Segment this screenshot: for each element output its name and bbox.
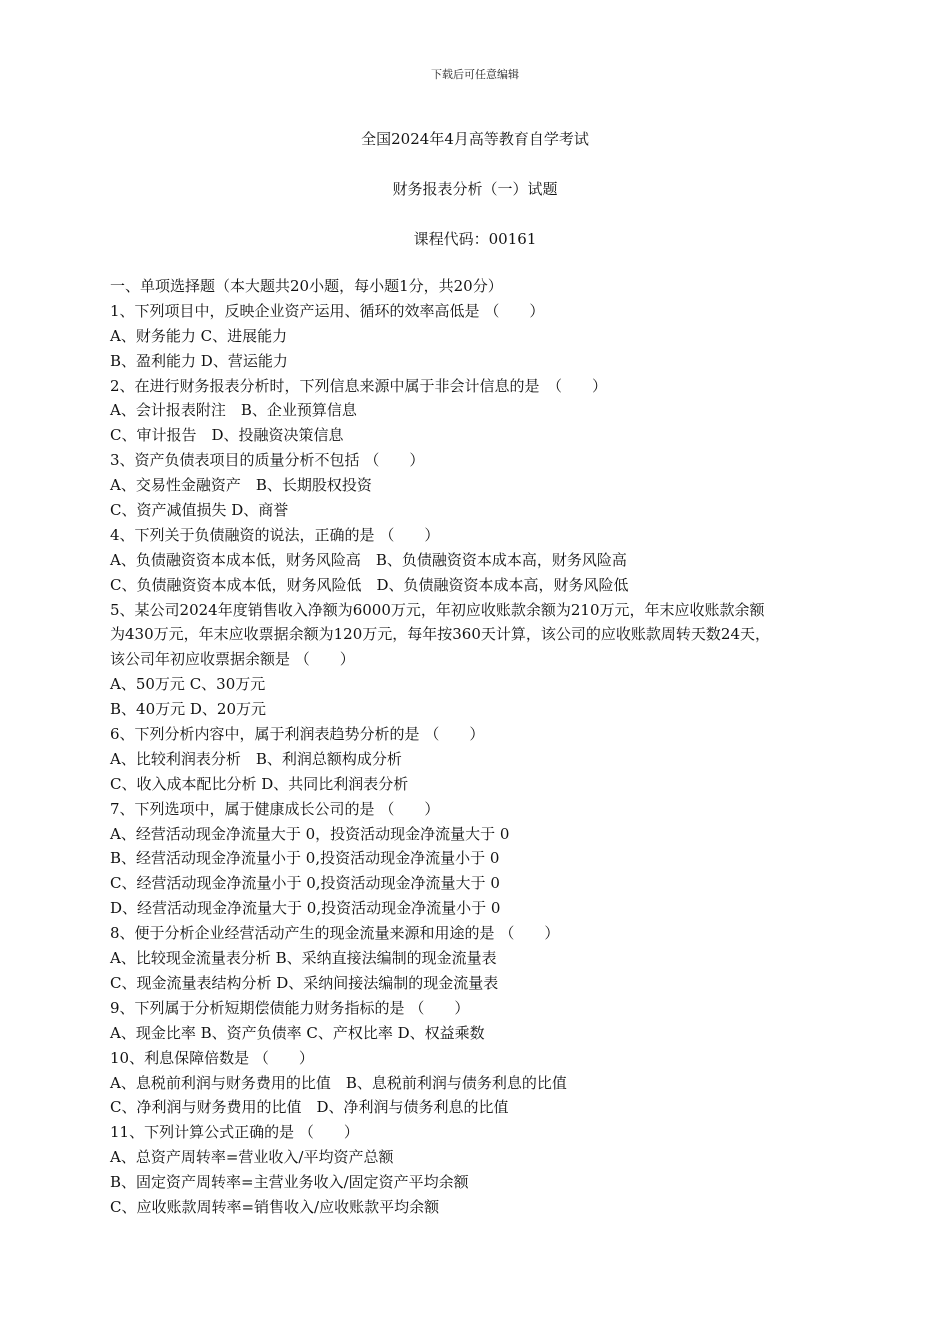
- text-line: A、息税前利润与财务费用的比值 B、息税前利润与债务利息的比值: [110, 1073, 567, 1092]
- text-line: A、现金比率 B、资产负债率 C、产权比率 D、权益乘数: [110, 1023, 485, 1042]
- text-line: A、比较利润表分析 B、利润总额构成分析: [110, 749, 402, 768]
- text-line: 4、下列关于负债融资的说法，正确的是 （ ）: [110, 525, 440, 544]
- text-line: A、负债融资资本成本低，财务风险高 B、负债融资资本成本高，财务风险高: [110, 550, 627, 569]
- text-line: 2、在进行财务报表分析时，下列信息来源中属于非会计信息的是 （ ）: [110, 376, 608, 395]
- text-line: C、应收账款周转率=销售收入/应收账款平均余额: [110, 1197, 440, 1216]
- text-line: A、会计报表附注 B、企业预算信息: [110, 401, 357, 420]
- text-line: 6、下列分析内容中，属于利润表趋势分析的是 （ ）: [110, 725, 485, 744]
- text-line: 该公司年初应收票据余额是 （ ）: [110, 650, 355, 669]
- text-line: C、审计报告 D、投融资决策信息: [110, 426, 344, 445]
- question-body: [110, 274, 870, 1220]
- text-line: B、盈利能力 D、营运能力: [110, 351, 288, 370]
- text-line: A、财务能力 C、进展能力: [110, 326, 288, 345]
- header-note: 下载后可任意编辑: [431, 68, 519, 81]
- text-line: 7、下列选项中，属于健康成长公司的是 （ ）: [110, 799, 440, 818]
- text-line: 5、某公司2024年度销售收入净额为6000万元，年初应收账款余额为210万元，年末应收账款余额: [110, 600, 765, 619]
- text-line: 8、便于分析企业经营活动产生的现金流量来源和用途的是 （ ）: [110, 924, 560, 943]
- text-line: B、40万元 D、20万元: [110, 700, 266, 719]
- text-line: D、经营活动现金净流量大于 0,投资活动现金净流量小于 0: [110, 899, 501, 918]
- text-line: A、50万元 C、30万元: [110, 675, 266, 694]
- text-line: C、经营活动现金净流量小于 0,投资活动现金净流量大于 0: [110, 874, 500, 893]
- text-line: B、经营活动现金净流量小于 0,投资活动现金净流量小于 0: [110, 849, 500, 868]
- text-line: B、固定资产周转率=主营业务收入/固定资产平均余额: [110, 1173, 469, 1192]
- text-line: 9、下列属于分析短期偿债能力财务指标的是 （ ）: [110, 998, 470, 1017]
- text-line: A、总资产周转率=营业收入/平均资产总额: [110, 1148, 394, 1167]
- exam-subtitle: 财务报表分析（一）试题: [392, 180, 558, 198]
- text-line: C、资产减值损失 D、商誉: [110, 501, 289, 520]
- text-line: 3、资产负债表项目的质量分析不包括 （ ）: [110, 451, 425, 470]
- text-line: 一、单项选择题（本大题共20小题，每小题1分，共20分）: [110, 277, 503, 295]
- text-line: A、经营活动现金净流量大于 0，投资活动现金净流量大于 0: [110, 824, 510, 843]
- text-line: C、收入成本配比分析 D、共同比利润表分析: [110, 774, 409, 793]
- text-line: A、交易性金融资产 B、长期股权投资: [110, 476, 372, 495]
- text-line: C、净利润与财务费用的比值 D、净利润与债务利息的比值: [110, 1098, 509, 1117]
- text-line: 10、利息保障倍数是 （ ）: [110, 1048, 314, 1067]
- text-line: C、负债融资资本成本低，财务风险低 D、负债融资资本成本高，财务风险低: [110, 575, 629, 594]
- course-code: 课程代码：00161: [413, 230, 537, 248]
- exam-title: 全国2024年4月高等教育自学考试: [361, 130, 589, 148]
- text-line: A、比较现金流量表分析 B、采纳直接法编制的现金流量表: [110, 949, 497, 968]
- text-line: C、现金流量表结构分析 D、采纳间接法编制的现金流量表: [110, 973, 499, 992]
- text-line: 为430万元，年末应收票据余额为120万元，每年按360天计算，该公司的应收账款周转天数24天，: [110, 625, 770, 644]
- text-line: 1、下列项目中，反映企业资产运用、循环的效率高低是 （ ）: [110, 301, 545, 320]
- text-line: 11、下列计算公式正确的是 （ ）: [110, 1123, 359, 1142]
